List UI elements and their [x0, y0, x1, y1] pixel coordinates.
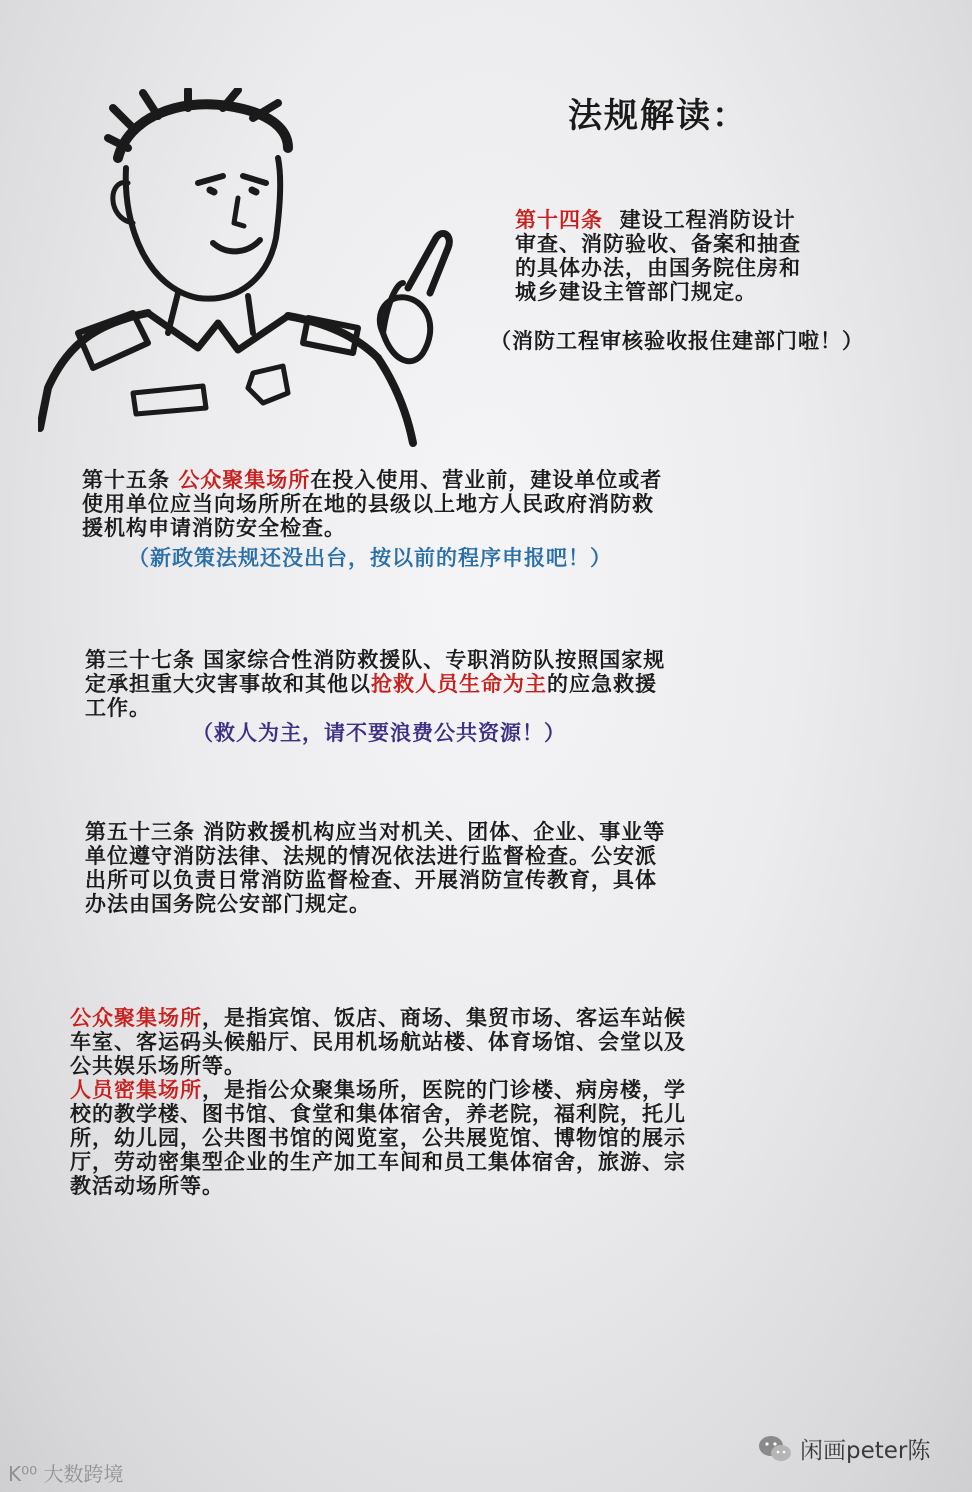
definition-2-line4: 厅，劳动密集型企业的生产加工车间和员工集体宿舍，旅游、宗	[70, 1150, 686, 1174]
article-37-note: （救人为主，请不要浪费公共资源！）	[192, 721, 566, 745]
article-14-label: 第十四条	[515, 208, 603, 232]
definition-2-line3: 所，幼儿园，公共图书馆的阅览室，公共展览馆、博物馆的展示	[70, 1126, 686, 1150]
definition-1-line3: 公共娱乐场所等。	[70, 1054, 246, 1078]
article-15-highlight: 公众聚集场所	[178, 468, 311, 492]
article-53-line3: 出所可以负责日常消防监督检查、开展消防宣传教育，具体	[85, 868, 657, 892]
article-14-line1: 建设工程消防设计	[619, 208, 796, 232]
article-14-line4: 城乡建设主管部门规定。	[515, 280, 757, 304]
article-14	[515, 208, 801, 304]
article-15-line2: 使用单位应当向场所所在地的县级以上地方人民政府消防救	[82, 492, 654, 516]
wechat-icon	[758, 1434, 792, 1464]
watermark-left	[8, 1458, 124, 1487]
page-title: 法规解读：	[568, 96, 748, 136]
article-15-line1: 在投入使用、营业前，建设单位或者	[310, 468, 663, 492]
definition-1-line1: ，是指宾馆、饭店、商场、集贸市场、客运车站候	[202, 1006, 686, 1030]
article-37-highlight: 抢救人员生命为主	[371, 672, 547, 696]
definition-term-2: 人员密集场所	[70, 1078, 202, 1102]
article-37-line1: 第三十七条 国家综合性消防救援队、专职消防队按照国家规	[85, 648, 666, 672]
article-14-line2: 审查、消防验收、备案和抽查	[515, 232, 801, 256]
definition-2-line2: 校的教学楼、图书馆、食堂和集体宿舍，养老院，福利院，托儿	[70, 1102, 686, 1126]
article-53-line2: 单位遵守消防法律、法规的情况依法进行监督检查。公安派	[85, 844, 657, 868]
article-53	[85, 820, 665, 916]
article-14-line3: 的具体办法，由国务院住房和	[515, 256, 801, 280]
watermark-right	[758, 1432, 930, 1465]
definition-1-line2: 车室、客运码头候船厅、民用机场航站楼、体育场馆、会堂以及	[70, 1030, 686, 1054]
definition-2-line5: 教活动场所等。	[70, 1174, 224, 1198]
definitions	[70, 1006, 686, 1198]
watermark-left-logo: K⁰⁰	[8, 1462, 44, 1486]
article-15-note: （新政策法规还没出台，按以前的程序申报吧！）	[128, 546, 612, 570]
article-37-line3: 工作。	[85, 696, 151, 720]
article-15	[82, 468, 662, 540]
watermark-right-text: 闲画peter陈	[800, 1438, 931, 1464]
definition-2-line1: ，是指公众聚集场所，医院的门诊楼、病房楼，学	[202, 1078, 686, 1102]
article-53-line4: 办法由国务院公安部门规定。	[85, 892, 371, 916]
article-37-line2-pre: 定承担重大灾害事故和其他以	[85, 672, 371, 696]
article-53-line1: 第五十三条 消防救援机构应当对机关、团体、企业、事业等	[85, 820, 666, 844]
article-37-line2-post: 的应急救援	[547, 672, 657, 696]
firefighter-cartoon-illustration	[38, 88, 478, 448]
article-15-line3: 援机构申请消防安全检查。	[82, 516, 346, 540]
article-37	[85, 648, 665, 720]
watermark-left-text: 大数跨境	[43, 1462, 124, 1486]
definition-term-1: 公众聚集场所	[70, 1006, 202, 1030]
article-15-prefix: 第十五条	[82, 468, 170, 492]
article-14-note: （消防工程审核验收报住建部门啦！）	[490, 329, 864, 353]
